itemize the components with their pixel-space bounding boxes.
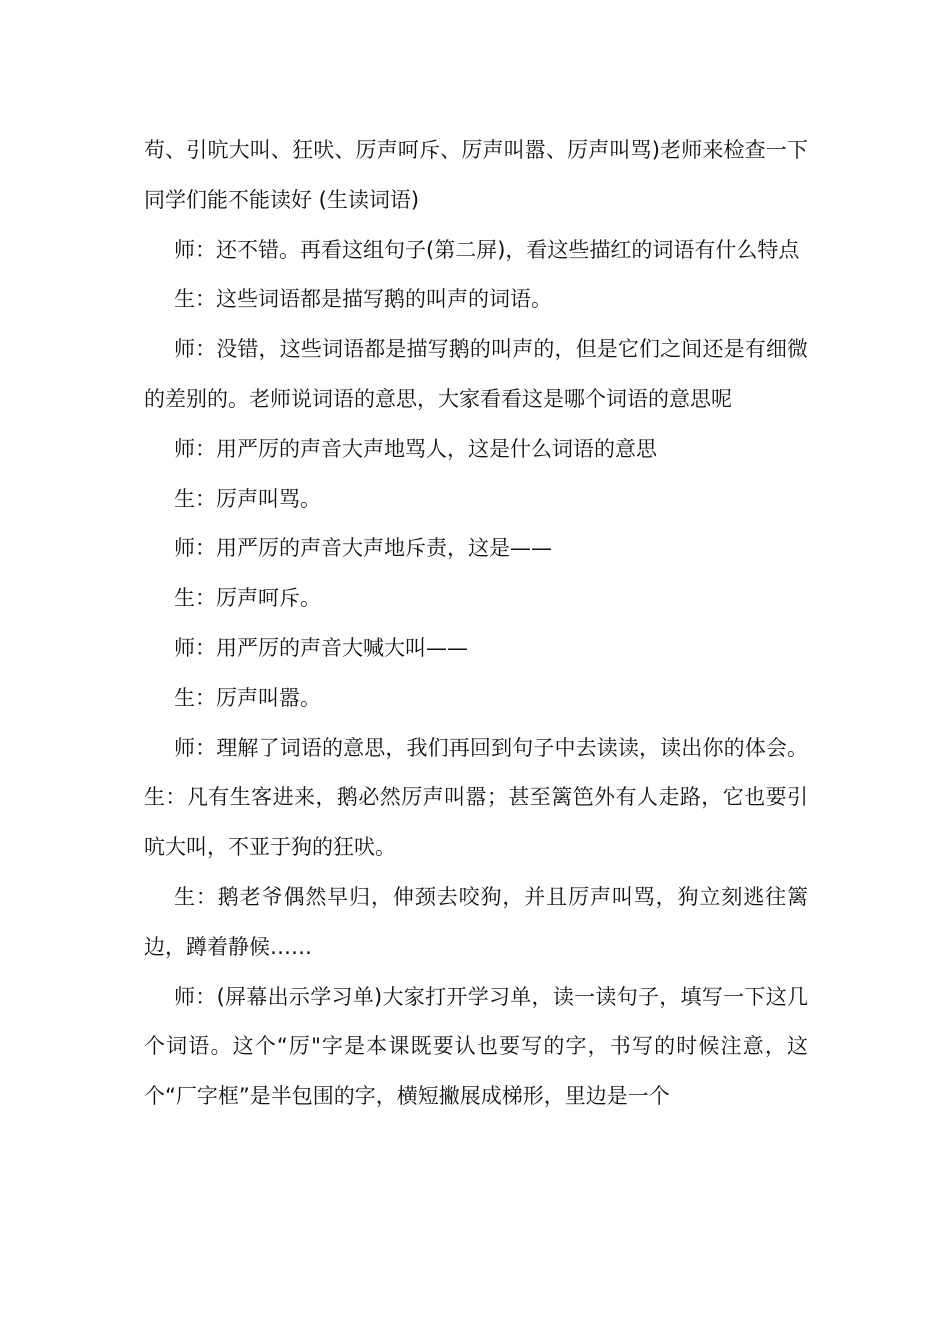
document-body <box>144 126 808 1122</box>
paragraph-2: 师：还不错。再看这组句子(第二屏)，看这些描红的词语有什么特点 <box>174 237 800 262</box>
paragraph-13: 师：(屏幕出示学习单)大家打开学习单，读一读句子，填写一下这几个词语。这个“厉"字是本课既要认也要写的字，书写的时候注意，这个“厂字框”是半包围的字，横短撇展成梯形，里边是一个 <box>144 984 808 1109</box>
paragraph-3: 生：这些词语都是描写鹅的叫声的词语。 <box>174 287 552 312</box>
paragraph-10: 生：厉声叫嚣。 <box>174 685 321 710</box>
paragraph-5: 师：用严厉的声音大声地骂人，这是什么词语的意思 <box>174 436 657 461</box>
paragraph-1: 苟、引吭大叫、狂吠、厉声呵斥、厉声叫嚣、厉声叫骂)老师来检查一下同学们能不能读好 (生读词语) <box>144 138 808 212</box>
paragraph-8: 生：厉声呵斥。 <box>174 586 321 611</box>
paragraph-12: 生：鹅老爷偶然早归，伸颈去咬狗，并且厉声叫骂，狗立刻逃往篱边，蹲着静候…… <box>144 884 808 959</box>
paragraph-6: 生：厉声叫骂。 <box>174 486 321 511</box>
paragraph-7: 师：用严厉的声音大声地斥责，这是—— <box>174 536 552 561</box>
paragraph-11: 师：理解了词语的意思，我们再回到句子中去读读，读出你的体会。生：凡有生客进来，鹅必然厉声叫嚣；甚至篱笆外有人走路，它也要引吭大叫，不亚于狗的狂吠。 <box>144 735 808 860</box>
paragraph-4: 师：没错，这些词语都是描写鹅的叫声的，但是它们之间还是有细微的差别的。老师说词语的意思，大家看看这是哪个词语的意思呢 <box>144 337 808 411</box>
paragraph-9: 师：用严厉的声音大喊大叫—— <box>174 635 468 660</box>
